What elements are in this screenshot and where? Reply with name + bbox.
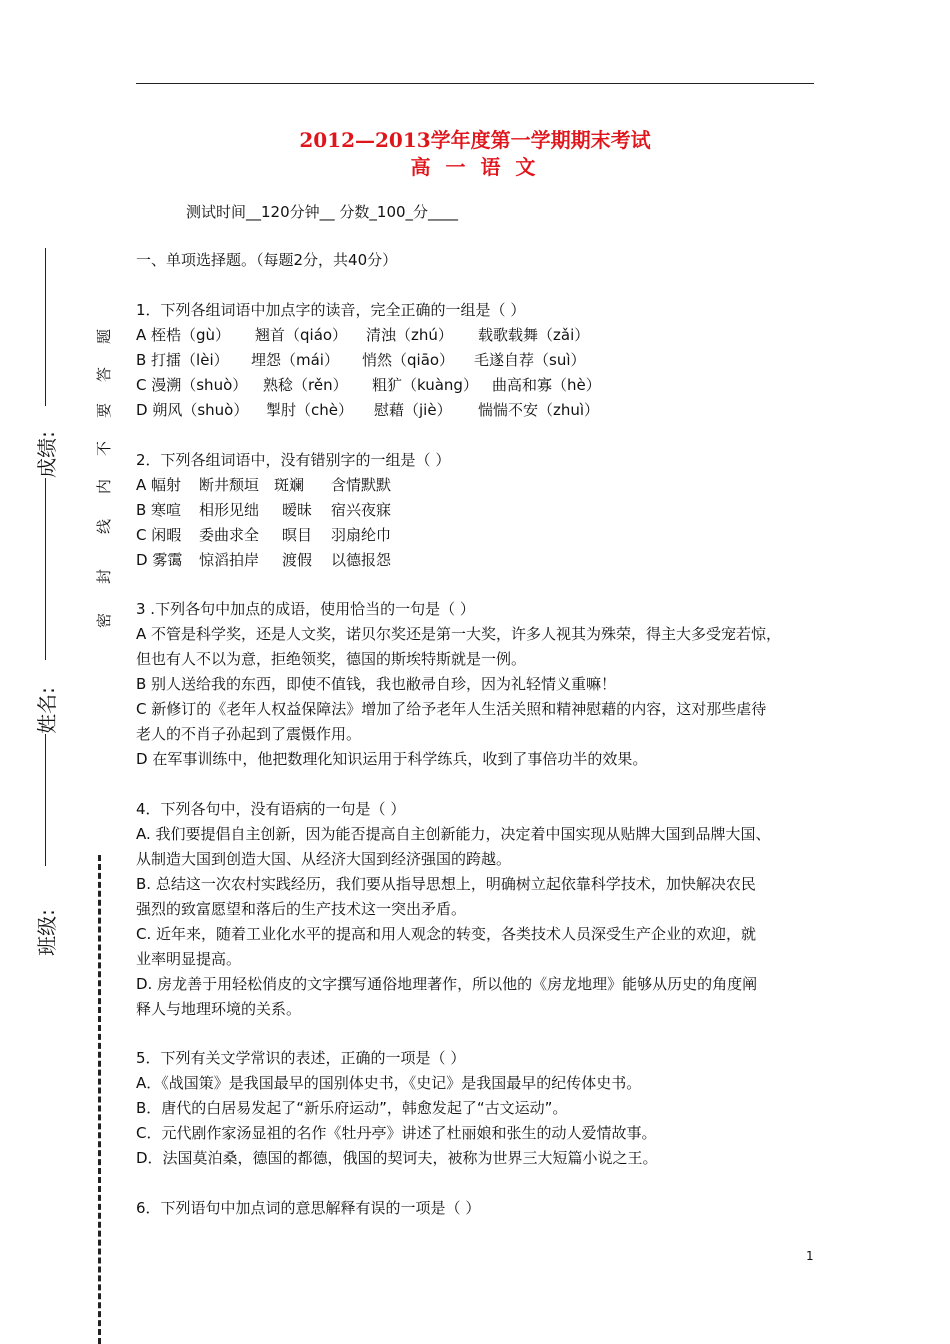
name-label: 姓名: bbox=[34, 687, 59, 734]
question-5-stem: 5．下列有关文学常识的表述，正确的一项是（ ） bbox=[136, 1049, 466, 1067]
option: C 闲暇 bbox=[136, 526, 182, 544]
score-underline bbox=[45, 248, 46, 406]
option: 含情默默 bbox=[331, 476, 392, 494]
question-4-line: 释人与地理环境的关系。 bbox=[136, 1000, 302, 1018]
question-5-line: B．唐代的白居易发起了“新乐府运动”，韩愈发起了“古文运动”。 bbox=[136, 1099, 568, 1117]
class-label: 班级: bbox=[34, 909, 59, 956]
seal-char: 要 bbox=[95, 402, 114, 419]
question-3-stem: 3 .下列各句中加点的成语，使用恰当的一句是（ ） bbox=[136, 600, 475, 618]
option: 埋怨（mái） bbox=[251, 351, 339, 369]
name-fill-line-top bbox=[45, 478, 46, 660]
seal-char: 题 bbox=[95, 328, 114, 345]
option: 曲高和寡（hè） bbox=[492, 376, 601, 394]
option: 羽扇纶巾 bbox=[331, 526, 392, 544]
option: 粗犷（kuàng） bbox=[372, 376, 478, 394]
option: A 幅射 bbox=[136, 476, 182, 494]
question-3-line: B 别人送给我的东西，即使不值钱，我也敝帚自珍，因为礼轻情义重嘛！ bbox=[136, 675, 617, 693]
option: 翘首（qiáo） bbox=[255, 326, 348, 344]
subject-title: 高 一 语 文 bbox=[410, 155, 540, 179]
option: 惴惴不安（zhuì） bbox=[478, 401, 600, 419]
seal-char: 内 bbox=[95, 478, 114, 495]
option: 暝目 bbox=[282, 526, 313, 544]
score-label: 成绩: bbox=[34, 431, 59, 478]
question-4-line: 强烈的致富愿望和落后的生产技术这一突出矛盾。 bbox=[136, 900, 467, 918]
option: A 桎梏（gù） bbox=[136, 326, 231, 344]
question-4-line: A. 我们要提倡自主创新，因为能否提高自主创新能力，决定着中国实现从贴牌大国到品牌大国、 bbox=[136, 825, 771, 843]
seal-char: 不 bbox=[95, 440, 114, 457]
question-6-stem: 6．下列语句中加点词的意思解释有误的一项是（ ） bbox=[136, 1199, 481, 1217]
question-3-line: C 新修订的《老年人权益保障法》增加了给予老年人生活关照和精神慰藉的内容，这对那些虐待 bbox=[136, 700, 767, 718]
question-4-line: 业率明显提高。 bbox=[136, 950, 242, 968]
option: 熟稔（rěn） bbox=[263, 376, 348, 394]
exam-title: 2012—2013学年度第一学期期末考试 bbox=[299, 128, 651, 152]
option: 暧昧 bbox=[282, 501, 313, 519]
option: 悄然（qiāo） bbox=[362, 351, 455, 369]
question-4-stem: 4．下列各句中，没有语病的一句是（ ） bbox=[136, 800, 406, 818]
question-3-line: 但也有人不以为意，拒绝领奖，德国的斯埃特斯就是一例。 bbox=[136, 650, 527, 668]
exam-info: 测试时间__120分钟__ 分数_100_分____ bbox=[186, 203, 459, 221]
option: 慰藉（jiè） bbox=[374, 401, 452, 419]
question-4-line: 从制造大国到创造大国、从经济大国到经济强国的跨越。 bbox=[136, 850, 512, 868]
question-4-line: C. 近年来，随着工业化水平的提高和用人观念的转变，各类技术人员深受生产企业的欢迎，就 bbox=[136, 925, 757, 943]
option: 惊滔拍岸 bbox=[199, 551, 260, 569]
seal-char: 封 bbox=[95, 568, 114, 585]
seal-char: 线 bbox=[95, 518, 114, 535]
question-3-line: D 在军事训练中，他把数理化知识运用于科学练兵，收到了事倍功半的效果。 bbox=[136, 750, 648, 768]
option: 相形见绌 bbox=[199, 501, 260, 519]
option: 清浊（zhú） bbox=[366, 326, 453, 344]
question-3-line: 老人的不肖子孙起到了震慑作用。 bbox=[136, 725, 362, 743]
binding-dashed-line bbox=[98, 855, 101, 1344]
option: B 打擂（lèi） bbox=[136, 351, 229, 369]
top-rule bbox=[136, 83, 814, 84]
question-3-line: A 不管是科学奖，还是人文奖，诺贝尔奖还是第一大奖，许多人视其为殊荣，得主大多受宠若惊， bbox=[136, 625, 782, 643]
option: C 漫溯（shuò） bbox=[136, 376, 248, 394]
page-number: 1 bbox=[806, 1249, 814, 1263]
question-5-line: C．元代剧作家汤显祖的名作《牡丹亭》讲述了杜丽娘和张生的动人爱情故事。 bbox=[136, 1124, 657, 1142]
seal-char: 答 bbox=[95, 366, 114, 383]
question-5-line: A．《战国策》是我国最早的国别体史书，《史记》是我国最早的纪传体史书。 bbox=[136, 1074, 642, 1092]
option: 宿兴夜寐 bbox=[331, 501, 392, 519]
option: 断井颓垣 bbox=[199, 476, 260, 494]
option: 渡假 bbox=[282, 551, 313, 569]
option: 斑斓 bbox=[274, 476, 305, 494]
option: 委曲求全 bbox=[199, 526, 260, 544]
seal-char: 密 bbox=[95, 612, 114, 629]
question-4-line: B. 总结这一次农村实践经历，我们要从指导思想上，明确树立起依靠科学技术，加快解决农民 bbox=[136, 875, 756, 893]
question-2-stem: 2．下列各组词语中，没有错别字的一组是（ ） bbox=[136, 451, 451, 469]
option: 以德报怨 bbox=[331, 551, 392, 569]
question-4-line: D. 房龙善于用轻松俏皮的文字撰写通俗地理著作，所以他的《房龙地理》能够从历史的角度阐 bbox=[136, 975, 758, 993]
name-underline bbox=[45, 734, 46, 866]
question-1-stem: 1．下列各组词语中加点字的读音，完全正确的一组是（ ） bbox=[136, 301, 526, 319]
option: D 雾霭 bbox=[136, 551, 183, 569]
option: 毛遂自荐（suì） bbox=[474, 351, 586, 369]
option: B 寒喧 bbox=[136, 501, 182, 519]
question-5-line: D．法国莫泊桑，德国的都德，俄国的契诃夫，被称为世界三大短篇小说之王。 bbox=[136, 1149, 658, 1167]
option: 载歌载舞（zǎi） bbox=[478, 326, 590, 344]
section-heading: 一、单项选择题。（每题2分，共40分） bbox=[136, 251, 398, 269]
option: D 朔风（shuò） bbox=[136, 401, 249, 419]
option: 掣肘（chè） bbox=[266, 401, 353, 419]
